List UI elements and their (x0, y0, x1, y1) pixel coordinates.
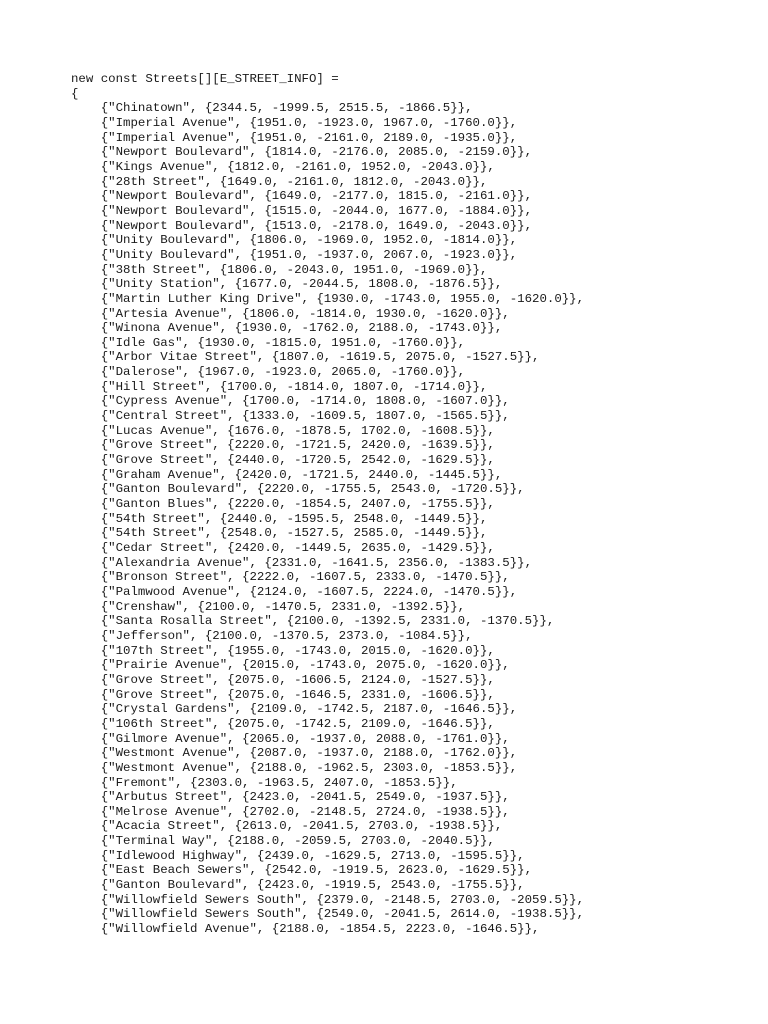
code-line: {"Westmont Avenue", {2188.0, -1962.5, 2303.0, -1853.5}}, (71, 760, 518, 775)
code-line: {"Central Street", {1333.0, -1609.5, 1807.0, -1565.5}}, (71, 409, 510, 424)
code-line: {"54th Street", {2548.0, -1527.5, 2585.0, -1449.5}}, (71, 526, 488, 541)
code-line: {"Acacia Street", {2613.0, -2041.5, 2703.0, -1938.5}}, (71, 819, 503, 834)
code-line: {"Graham Avenue", {2420.0, -1721.5, 2440.0, -1445.5}}, (71, 467, 503, 482)
code-line: {"Unity Boulevard", {1951.0, -1937.0, 2067.0, -1923.0}}, (71, 247, 518, 262)
code-line: {"Dalerose", {1967.0, -1923.0, 2065.0, -1760.0}}, (71, 365, 466, 380)
code-line: {"Grove Street", {2220.0, -1721.5, 2420.0, -1639.5}}, (71, 438, 495, 453)
code-line: {"38th Street", {1806.0, -2043.0, 1951.0, -1969.0}}, (71, 262, 488, 277)
code-line: {"Cedar Street", {2420.0, -1449.5, 2635.0, -1429.5}}, (71, 541, 495, 555)
code-listing (71, 72, 751, 937)
code-line: {"Fremont", {2303.0, -1963.5, 2407.0, -1853.5}}, (71, 775, 458, 790)
code-line: {"Ganton Boulevard", {2220.0, -1755.5, 2543.0, -1720.5}}, (71, 482, 525, 497)
code-line: {"Willowfield Avenue", {2188.0, -1854.5, 2223.0, -1646.5}}, (71, 922, 540, 937)
code-line: {"Chinatown", {2344.5, -1999.5, 2515.5, -1866.5}}, (71, 101, 473, 116)
code-line: {"107th Street", {1955.0, -1743.0, 2015.0, -1620.0}}, (71, 643, 495, 658)
code-line: {"Arbor Vitae Street", {1807.0, -1619.5, 2075.0, -1527.5}}, (71, 350, 540, 365)
code-line: {"Gilmore Avenue", {2065.0, -1937.0, 2088.0, -1761.0}}, (71, 731, 510, 746)
code-line: {"Willowfield Sewers South", {2549.0, -2041.5, 2614.0, -1938.5}}, (71, 907, 585, 922)
code-line: {"Bronson Street", {2222.0, -1607.5, 2333.0, -1470.5}}, (71, 570, 510, 585)
code-line: {"Unity Station", {1677.0, -2044.5, 1808.0, -1876.5}}, (71, 277, 503, 292)
code-line: {"Alexandria Avenue", {2331.0, -1641.5, 2356.0, -1383.5}}, (71, 555, 533, 570)
code-line: {"Unity Boulevard", {1806.0, -1969.0, 1952.0, -1814.0}}, (71, 233, 518, 248)
code-line: {"Westmont Avenue", {2087.0, -1937.0, 2188.0, -1762.0}}, (71, 746, 518, 761)
code-line: {"Hill Street", {1700.0, -1814.0, 1807.0, -1714.0}}, (71, 379, 488, 394)
code-line: {"Terminal Way", {2188.0, -2059.5, 2703.0, -2040.5}}, (71, 834, 495, 849)
code-line: {"Newport Boulevard", {1814.0, -2176.0, 2085.0, -2159.0}}, (71, 145, 533, 160)
code-line: {"Prairie Avenue", {2015.0, -1743.0, 2075.0, -1620.0}}, (71, 658, 510, 673)
code-line: {"Newport Boulevard", {1515.0, -2044.0, 1677.0, -1884.0}}, (71, 203, 533, 218)
code-line: {"Martin Luther King Drive", {1930.0, -1743.0, 1955.0, -1620.0}}, (71, 291, 585, 306)
code-line: {"Santa Rosalla Street", {2100.0, -1392.5, 2331.0, -1370.5}}, (71, 614, 555, 629)
code-line: {"Jefferson", {2100.0, -1370.5, 2373.0, -1084.5}}, (71, 628, 473, 643)
code-line: {"Palmwood Avenue", {2124.0, -1607.5, 2224.0, -1470.5}}, (71, 584, 518, 599)
code-line: {"Willowfield Sewers South", {2379.0, -2148.5, 2703.0, -2059.5}}, (71, 892, 585, 907)
code-line: {"Idlewood Highway", {2439.0, -1629.5, 2713.0, -1595.5}}, (71, 848, 525, 863)
code-line: {"Melrose Avenue", {2702.0, -2148.5, 2724.0, -1938.5}}, (71, 804, 510, 819)
code-line: {"Cypress Avenue", {1700.0, -1714.0, 1808.0, -1607.0}}, (71, 394, 510, 409)
code-line: {"Newport Boulevard", {1649.0, -2177.0, 1815.0, -2161.0}}, (71, 189, 533, 204)
code-line: {"Newport Boulevard", {1513.0, -2178.0, 1649.0, -2043.0}}, (71, 218, 533, 233)
code-line: { (71, 86, 79, 101)
code-line: {"Crenshaw", {2100.0, -1470.5, 2331.0, -1392.5}}, (71, 599, 466, 614)
code-line: {"East Beach Sewers", {2542.0, -1919.5, 2623.0, -1629.5}}, (71, 863, 533, 878)
code-line: {"Grove Street", {2075.0, -1646.5, 2331.0, -1606.5}}, (71, 687, 495, 702)
code-line: {"Grove Street", {2440.0, -1720.5, 2542.0, -1629.5}}, (71, 453, 495, 468)
code-line: {"Imperial Avenue", {1951.0, -2161.0, 2189.0, -1935.0}}, (71, 130, 518, 145)
code-line: {"28th Street", {1649.0, -2161.0, 1812.0, -2043.0}}, (71, 174, 488, 189)
code-line: {"Arbutus Street", {2423.0, -2041.5, 2549.0, -1937.5}}, (71, 790, 510, 805)
code-line: {"Grove Street", {2075.0, -1606.5, 2124.0, -1527.5}}, (71, 672, 495, 687)
code-line: {"Crystal Gardens", {2109.0, -1742.5, 2187.0, -1646.5}}, (71, 702, 518, 717)
code-line: {"Imperial Avenue", {1951.0, -1923.0, 1967.0, -1760.0}}, (71, 115, 518, 130)
code-line: {"Winona Avenue", {1930.0, -1762.0, 2188.0, -1743.0}}, (71, 321, 503, 336)
code-line: {"Idle Gas", {1930.0, -1815.0, 1951.0, -1760.0}}, (71, 335, 466, 350)
code-declaration-line: new const Streets[][E_STREET_INFO] = (71, 72, 339, 86)
code-line: {"54th Street", {2440.0, -1595.5, 2548.0, -1449.5}}, (71, 511, 488, 526)
code-line: {"Kings Avenue", {1812.0, -2161.0, 1952.0, -2043.0}}, (71, 159, 495, 174)
code-line: {"Ganton Boulevard", {2423.0, -1919.5, 2543.0, -1755.5}}, (71, 878, 525, 893)
code-line: {"Artesia Avenue", {1806.0, -1814.0, 1930.0, -1620.0}}, (71, 306, 510, 321)
code-line: {"Ganton Blues", {2220.0, -1854.5, 2407.0, -1755.5}}, (71, 497, 495, 512)
code-line: {"106th Street", {2075.0, -1742.5, 2109.0, -1646.5}}, (71, 716, 495, 731)
code-line: {"Lucas Avenue", {1676.0, -1878.5, 1702.0, -1608.5}}, (71, 423, 495, 438)
